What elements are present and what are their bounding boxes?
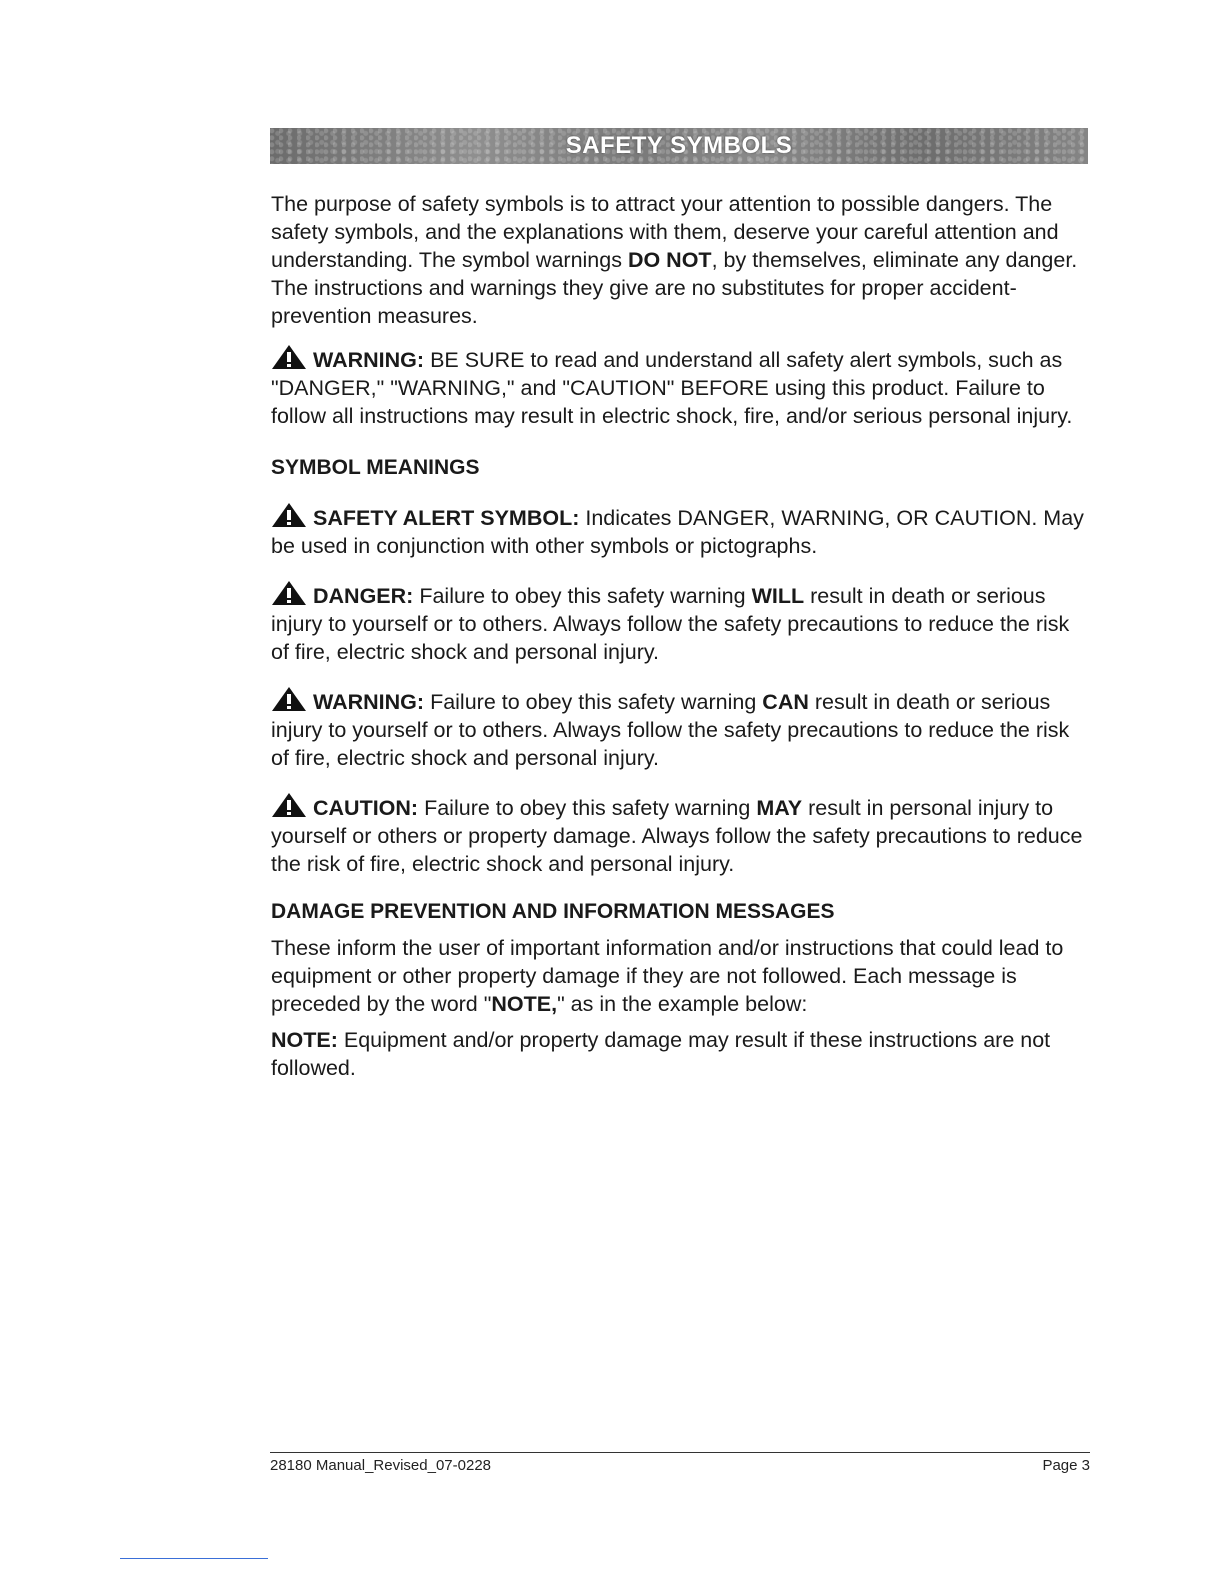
symbol-meanings-heading: SYMBOL MEANINGS [271, 456, 480, 479]
warning-intro-text: BE SURE to read and understand all safety alert symbols, such as "DANGER," "WARNING," and "CAUTION" BEFORE using this product. Failure to follow all instructions may result in electric shock, fire, and/or serious personal injury. [271, 348, 1073, 428]
safety-alert-triangle-icon [271, 344, 307, 370]
alert-meaning [271, 502, 1093, 560]
warning-text-b: result in death or serious injury to yourself or to others. Always follow the safety precautions to reduce the risk of fire, electric shock and personal injury. [271, 690, 1070, 770]
caution-text-a: Failure to obey this safety warning [424, 796, 757, 820]
safety-alert-triangle-icon [271, 792, 307, 818]
caution-bold: MAY [756, 796, 803, 820]
safety-alert-triangle-icon [271, 580, 307, 606]
section-banner [270, 128, 1088, 164]
note-text: Equipment and/or property damage may result if these instructions are not followed. [271, 1028, 1051, 1080]
damage-paragraph [271, 934, 1093, 1018]
footer-page-number: Page 3 [1042, 1457, 1090, 1474]
intro-text-b: , by themselves, eliminate any danger. The instructions and warnings they give are no substitutes for proper accident-prevention measures. [271, 248, 1078, 328]
page-content [271, 190, 1093, 1082]
danger-meaning [271, 580, 1093, 666]
safety-alert-triangle-icon [271, 686, 307, 712]
footer-doc-id: 28180 Manual_Revised_07-0228 [270, 1457, 492, 1474]
damage-heading: DAMAGE PREVENTION AND INFORMATION MESSAGES [271, 900, 835, 923]
warning-label: WARNING: [313, 690, 425, 714]
safety-alert-triangle-icon [271, 502, 307, 528]
intro-paragraph [271, 190, 1093, 330]
alert-label: SAFETY ALERT SYMBOL: [313, 506, 580, 530]
caution-label: CAUTION: [313, 796, 419, 820]
warning-text-a: Failure to obey this safety warning [430, 690, 763, 714]
damage-bold: NOTE, [491, 992, 558, 1016]
banner-title: SAFETY SYMBOLS [565, 132, 793, 159]
intro-bold: DO NOT [627, 248, 712, 272]
warning-bold: CAN [762, 690, 809, 714]
warning-intro-label: WARNING: [313, 348, 425, 372]
damage-text-b: " as in the example below: [557, 992, 808, 1016]
caution-meaning [271, 792, 1093, 878]
danger-label: DANGER: [313, 584, 414, 608]
caution-text-b: result in personal injury to yourself or others or property damage. Always follow the safety precautions to reduce the risk of fire, electric shock and personal injury. [271, 796, 1083, 876]
page-footer [270, 1452, 1090, 1474]
danger-text-b: result in death or serious injury to yourself or to others. Always follow the safety precautions to reduce the risk of fire, electric shock and personal injury. [271, 584, 1070, 664]
danger-text-a: Failure to obey this safety warning [419, 584, 752, 608]
corner-line [120, 1558, 268, 1559]
warning-intro-paragraph [271, 344, 1093, 430]
warning-meaning [271, 686, 1093, 772]
danger-bold: WILL [751, 584, 805, 608]
damage-text-a: These inform the user of important information and/or instructions that could lead to equipment or other property damage if they are not followed. Each message is preceded by the word " [271, 936, 1064, 1016]
note-paragraph [271, 1026, 1093, 1082]
alert-text: Indicates DANGER, WARNING, OR CAUTION. May be used in conjunction with other symbols or pictographs. [271, 506, 1084, 558]
intro-text-a: The purpose of safety symbols is to attract your attention to possible dangers. The safety symbols, and the explanations with them, deserve your careful attention and understanding. The symbol warnings [271, 192, 1059, 272]
note-label: NOTE: [271, 1028, 338, 1052]
